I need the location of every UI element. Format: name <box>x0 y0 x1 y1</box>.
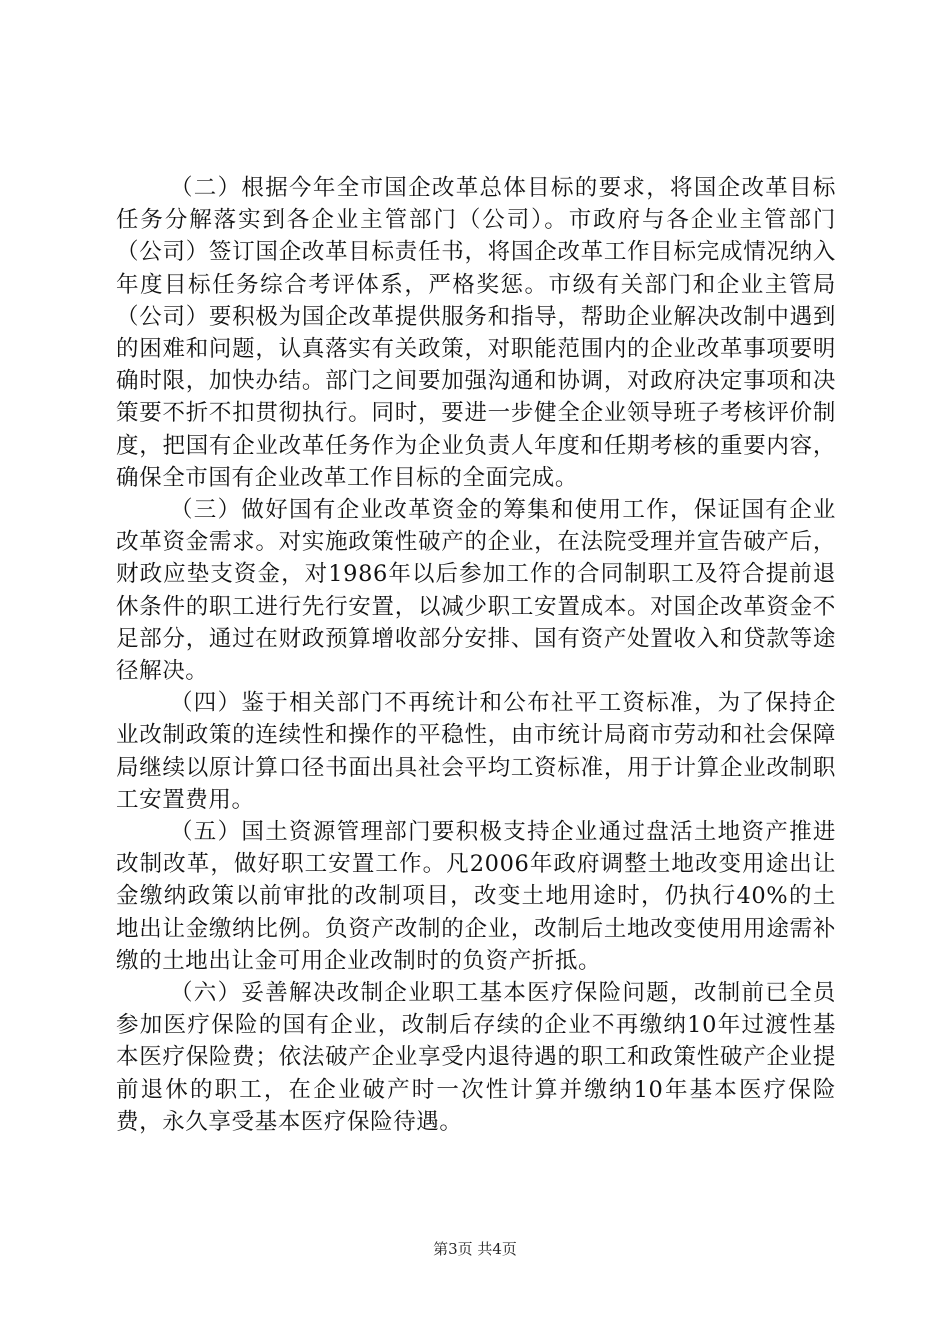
paragraph-2: （二）根据今年全市国企改革总体目标的要求，将国企改革目标任务分解落实到各企业主管部门（公司）。市政府与各企业主管部门（公司）签订国企改革目标责任书，将国企改革工作目标完成情况纳入年度目标任务综合考评体系，严格奖惩。市级有关部门和企业主管局（公司）要积极为国企改革提供服务和指导，帮助企业解决改制中遇到的困难和问题，认真落实有关政策，对职能范围内的企业改革事项要明确时限，加快办结。部门之间要加强沟通和协调，对政府决定事项和决策要不折不扣贯彻执行。同时，要进一步健全企业领导班子考核评价制度，把国有企业改革任务作为企业负责人年度和任期考核的重要内容，确保全市国有企业改革工作目标的全面完成。 <box>116 175 836 491</box>
paragraph-5: （五）国土资源管理部门要积极支持企业通过盘活土地资产推进改制改革，做好职工安置工作。凡2006年政府调整土地改变用途出让金缴纳政策以前审批的改制项目，改变土地用途时，仍执行40%的土地出让金缴纳比例。负资产改制的企业，改制后土地改变使用用途需补缴的土地出让金可用企业改制时的负资产折抵。 <box>116 819 836 974</box>
page-footer: 第3页 共4页 <box>433 1240 517 1258</box>
document-body <box>116 172 836 1138</box>
paragraph-4: （四）鉴于相关部门不再统计和公布社平工资标准，为了保持企业改制政策的连续性和操作的平稳性，由市统计局商市劳动和社会保障局继续以原计算口径书面出具社会平均工资标准，用于计算企业改制职工安置费用。 <box>116 690 836 813</box>
paragraph-3: （三）做好国有企业改革资金的筹集和使用工作，保证国有企业改革资金需求。对实施政策性破产的企业，在法院受理并宣告破产后，财政应垫支资金，对1986年以后参加工作的合同制职工及符合提前退休条件的职工进行先行安置，以减少职工安置成本。对国企改革资金不足部分，通过在财政预算增收部分安排、国有资产处置收入和贷款等途径解决。 <box>116 497 836 685</box>
paragraph-6: （六）妥善解决改制企业职工基本医疗保险问题，改制前已全员参加医疗保险的国有企业，改制后存续的企业不再缴纳10年过渡性基本医疗保险费；依法破产企业享受内退待遇的职工和政策性破产企业提前退休的职工，在企业破产时一次性计算并缴纳10年基本医疗保险费，永久享受基本医疗保险待遇。 <box>116 980 836 1135</box>
